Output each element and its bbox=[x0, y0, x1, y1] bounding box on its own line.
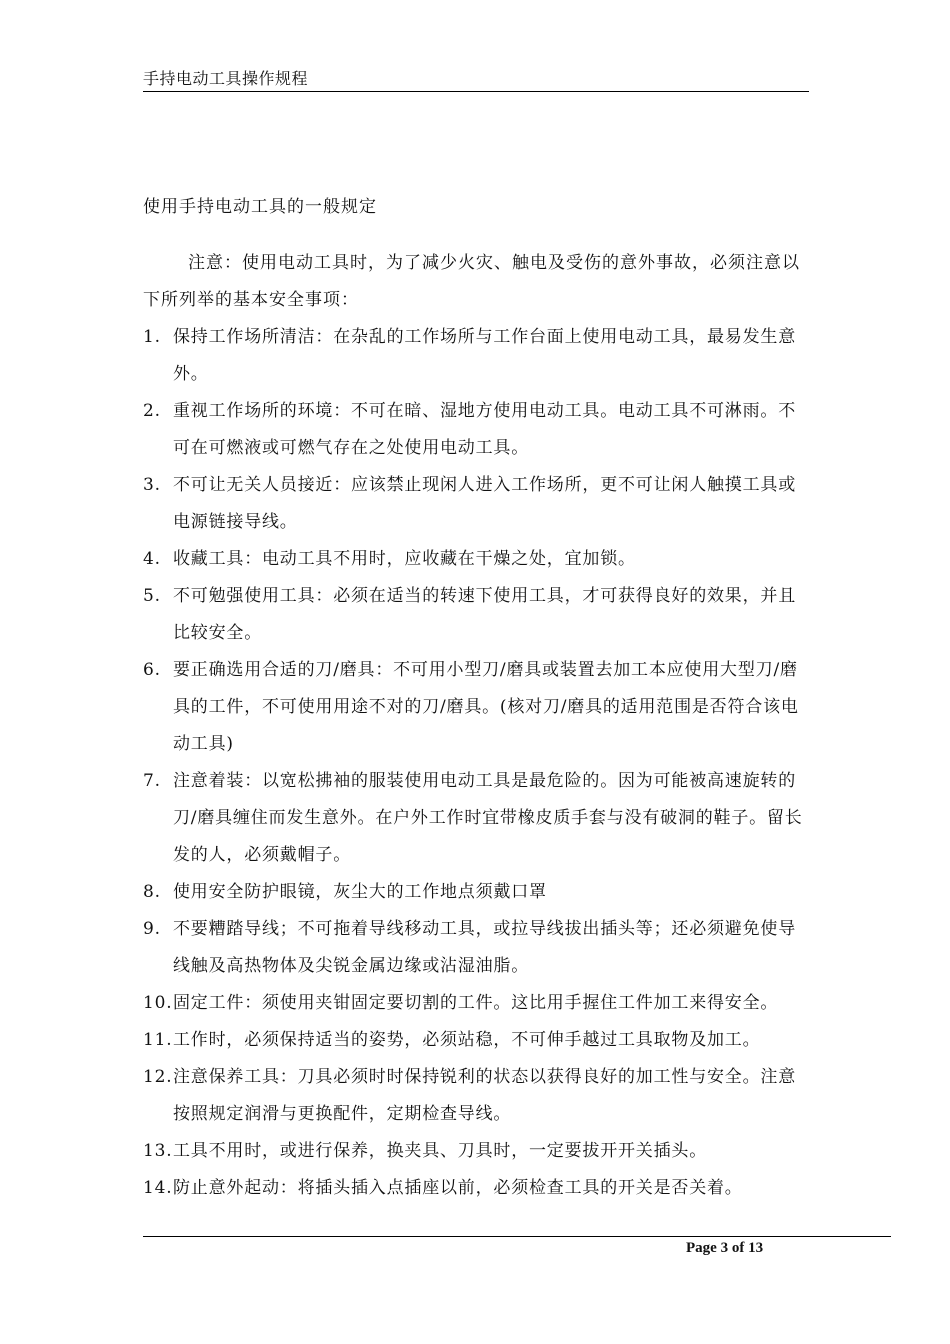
item-number: 6. bbox=[143, 660, 161, 680]
item-text: 注意着装：以宽松拂袖的服装使用电动工具是最危险的。因为可能被高速旋转的刀/磨具缠住而发生意外。在户外工作时宜带橡皮质手套与没有破洞的鞋子。留长发的人，必须戴帽子。 bbox=[173, 771, 803, 865]
item-number: 14. bbox=[143, 1178, 173, 1198]
item-text: 使用安全防护眼镜，灰尘大的工作地点须戴口罩 bbox=[173, 882, 547, 902]
page-number: Page 3 of 13 bbox=[686, 1240, 764, 1256]
item-number: 3. bbox=[143, 475, 161, 495]
header-rule bbox=[143, 91, 809, 92]
list-item bbox=[143, 541, 809, 578]
list-item bbox=[143, 763, 809, 874]
item-number: 13. bbox=[143, 1141, 173, 1161]
list-item bbox=[143, 1059, 809, 1133]
item-number: 7. bbox=[143, 771, 161, 791]
intro-paragraph: 注意：使用电动工具时，为了减少火灾、触电及受伤的意外事故，必须注意以下所列举的基本安全事项： bbox=[143, 253, 800, 310]
item-number: 4. bbox=[143, 549, 161, 569]
item-text: 固定工件：须使用夹钳固定要切割的工件。这比用手握住工件加工来得安全。 bbox=[173, 993, 779, 1013]
item-number: 1. bbox=[143, 327, 161, 347]
list-item bbox=[143, 578, 809, 652]
document-body bbox=[143, 245, 809, 1207]
item-number: 11. bbox=[143, 1030, 173, 1050]
rules-list bbox=[143, 319, 809, 1207]
item-text: 注意保养工具：刀具必须时时保持锐利的状态以获得良好的加工性与安全。注意按照规定润滑与更换配件，定期检查导线。 bbox=[173, 1067, 796, 1124]
list-item bbox=[143, 652, 809, 763]
list-item bbox=[143, 393, 809, 467]
list-item bbox=[143, 874, 809, 911]
list-item bbox=[143, 467, 809, 541]
item-number: 5. bbox=[143, 586, 161, 606]
item-text: 防止意外起动：将插头插入点插座以前，必须检查工具的开关是否关着。 bbox=[173, 1178, 743, 1198]
item-text: 工具不用时，或进行保养，换夹具、刀具时，一定要拔开开关插头。 bbox=[173, 1141, 707, 1161]
item-text: 收藏工具：电动工具不用时，应收藏在干燥之处，宜加锁。 bbox=[173, 549, 636, 569]
item-text: 要正确选用合适的刀/磨具：不可用小型刀/磨具或装置去加工本应使用大型刀/磨具的工件，不可使用用途不对的刀/磨具。(核对刀/磨具的适用范围是否符合该电动工具) bbox=[173, 660, 799, 754]
item-number: 10. bbox=[143, 993, 173, 1013]
item-text: 重视工作场所的环境：不可在暗、湿地方使用电动工具。电动工具不可淋雨。不可在可燃液或可燃气存在之处使用电动工具。 bbox=[173, 401, 796, 458]
list-item bbox=[143, 319, 809, 393]
list-item bbox=[143, 1170, 809, 1207]
list-item bbox=[143, 911, 809, 985]
running-header: 手持电动工具操作规程 bbox=[143, 69, 309, 88]
item-number: 12. bbox=[143, 1067, 173, 1087]
list-item bbox=[143, 985, 809, 1022]
item-text: 不可让无关人员接近：应该禁止现闲人进入工作场所，更不可让闲人触摸工具或电源链接导线。 bbox=[173, 475, 796, 532]
section-title: 使用手持电动工具的一般规定 bbox=[143, 197, 377, 217]
item-number: 9. bbox=[143, 919, 161, 939]
item-text: 保持工作场所清洁：在杂乱的工作场所与工作台面上使用电动工具，最易发生意外。 bbox=[173, 327, 796, 384]
footer-rule bbox=[143, 1236, 891, 1237]
item-number: 2. bbox=[143, 401, 161, 421]
item-number: 8. bbox=[143, 882, 161, 902]
list-item bbox=[143, 1133, 809, 1170]
item-text: 不可勉强使用工具：必须在适当的转速下使用工具，才可获得良好的效果，并且比较安全。 bbox=[173, 586, 796, 643]
item-text: 工作时，必须保持适当的姿势，必须站稳，不可伸手越过工具取物及加工。 bbox=[173, 1030, 761, 1050]
item-text: 不要糟踏导线；不可拖着导线移动工具，或拉导线拔出插头等；还必须避免使导线触及高热物体及尖锐金属边缘或沾湿油脂。 bbox=[173, 919, 796, 976]
list-item bbox=[143, 1022, 809, 1059]
